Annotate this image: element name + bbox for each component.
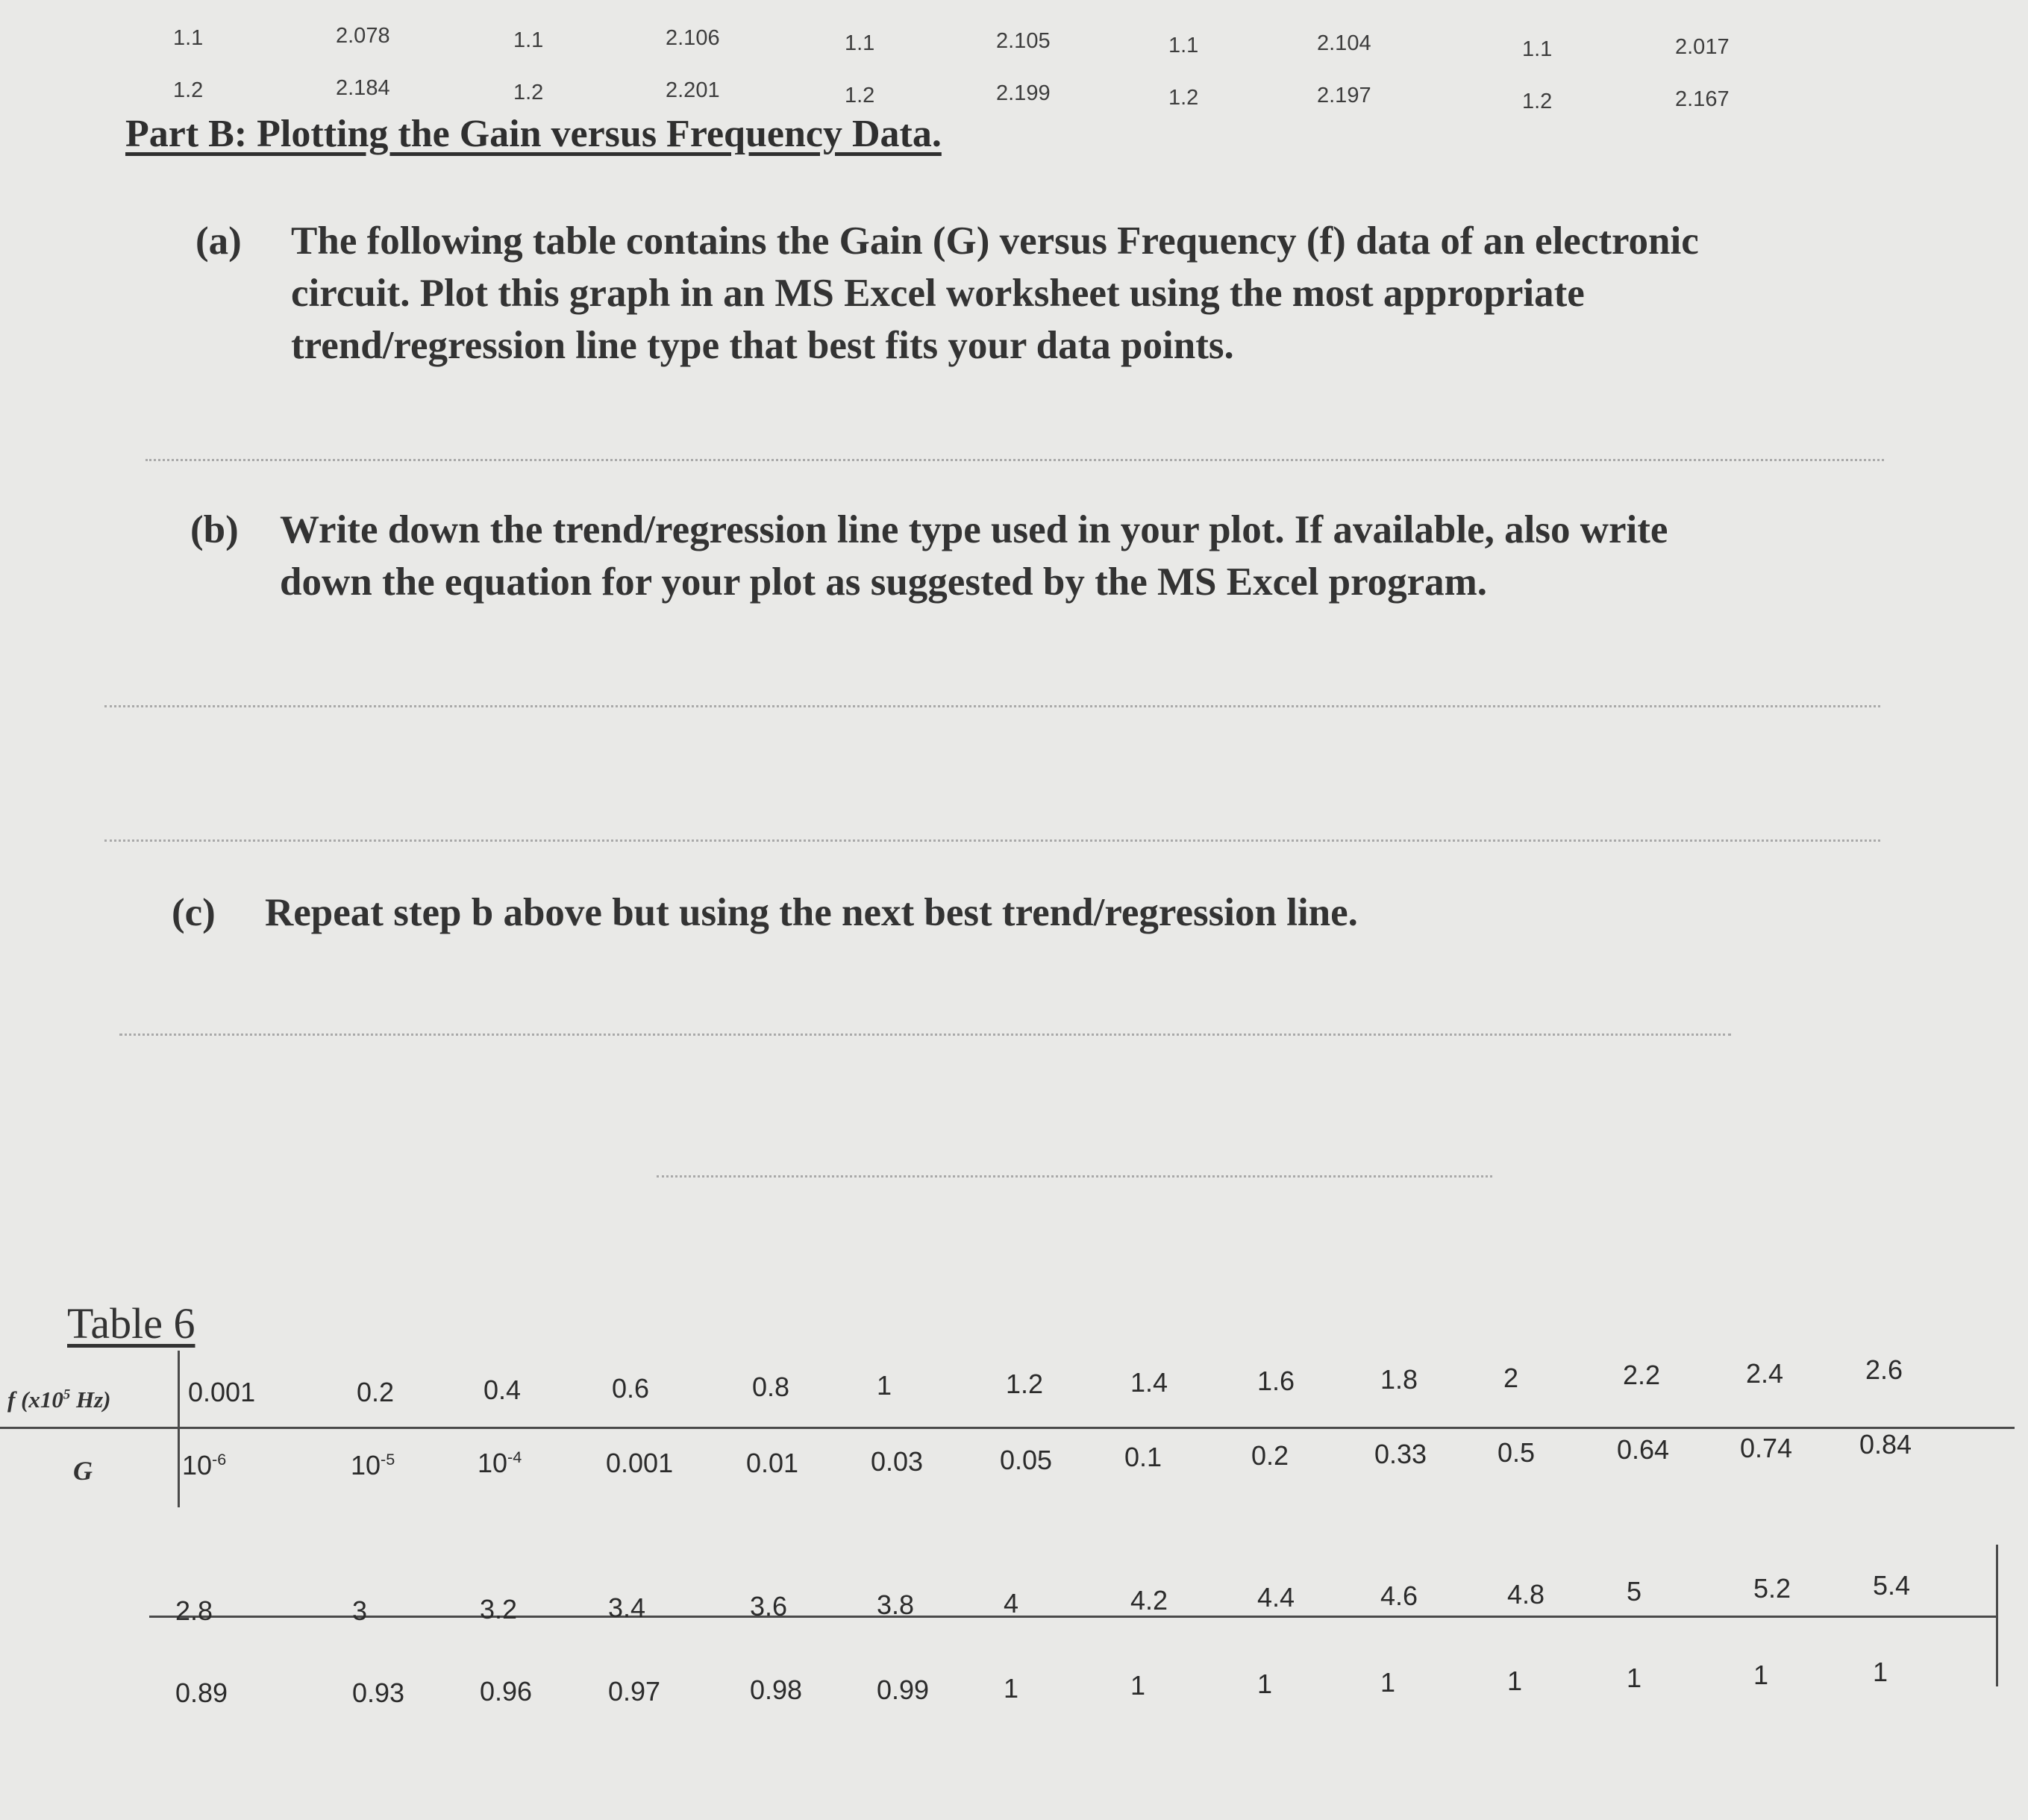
question-c [172,886,1910,946]
gain-cell-text: 1 [1130,1670,1146,1701]
frequency-cell-text: 3 [352,1595,368,1626]
gain-cell [1617,1434,1669,1466]
question-b [190,504,1929,616]
gain-cell [1507,1666,1522,1697]
frequency-cell [352,1595,367,1627]
frequency-cell [1623,1360,1660,1391]
gain-cell-text: 1 [1257,1669,1273,1699]
answer-line-c1 [119,1033,1731,1036]
previous-table-value: 1.2 [1168,86,1199,110]
gain-cell [1257,1669,1272,1700]
gain-cell-text: 0.05 [1000,1445,1053,1475]
previous-table-value: 2.106 [666,26,720,50]
gain-cell [175,1677,228,1709]
gain-cell-text: 0.89 [175,1677,228,1708]
gain-cell-text: 0.93 [352,1677,405,1708]
gain-cell-text: 1 [1380,1667,1396,1698]
answer-line-a [145,459,1884,461]
frequency-cell [1507,1579,1545,1610]
frequency-row-header [7,1386,110,1413]
previous-table-value: 2.167 [1675,87,1730,111]
frequency-cell [612,1373,649,1404]
gain-cell-exponent: -5 [381,1450,395,1469]
part-b-heading: Part B: Plotting the Gain versus Frequency Data. [125,113,942,155]
previous-table-value: 1.1 [1522,37,1553,61]
gain-cell-text: 1 [1004,1673,1019,1704]
frequency-label-exponent: 5 [63,1386,71,1403]
gain-cell-text: 0.1 [1124,1442,1162,1472]
previous-table-value: 2.105 [996,29,1051,53]
frequency-cell [750,1591,787,1622]
gain-cell [478,1448,522,1479]
previous-table-value: 1.1 [1168,34,1199,57]
frequency-cell-text: 4.4 [1257,1582,1295,1613]
previous-table-value: 2.104 [1317,31,1371,55]
previous-table-value: 1.1 [173,26,204,50]
gain-cell-text: 0.98 [750,1674,803,1705]
gain-cell [608,1676,660,1707]
table-edge-right [1996,1545,1998,1686]
question-a-text: The following table contains the Gain (G) versus Frequency (f) data of an electronic circuit. Plot this graph in an MS Excel worksheet using the most appropriate trend/regression line type that best fits your data points. [291,219,1699,367]
frequency-cell [1004,1588,1018,1619]
table-title: Table 6 [67,1299,195,1348]
frequency-cell-text: 1.4 [1130,1367,1168,1398]
gain-cell-exponent: -6 [212,1450,227,1469]
previous-table-value: 1.2 [513,81,544,104]
gain-cell [1627,1663,1642,1694]
previous-table-value: 2.199 [996,81,1051,105]
gain-cell-text: 10 [182,1450,213,1480]
answer-line-b1 [104,705,1880,707]
question-b-label: (b) [190,508,239,551]
frequency-cell-text: 3.2 [480,1594,518,1624]
gain-cell [351,1450,395,1481]
gain-cell-text: 0.5 [1497,1437,1536,1468]
gain-cell [1740,1433,1792,1464]
gain-cell [1004,1673,1018,1704]
gain-cell [1753,1660,1768,1691]
frequency-cell-text: 0.2 [357,1377,395,1407]
previous-table-value: 2.017 [1675,35,1730,59]
gain-cell [1251,1440,1289,1472]
frequency-cell [877,1370,892,1401]
gain-cell [1374,1439,1427,1470]
frequency-cell-text: 4.6 [1380,1580,1418,1611]
frequency-cell [175,1595,213,1627]
gain-cell-text: 0.2 [1251,1440,1289,1471]
frequency-cell [1380,1364,1418,1395]
previous-table-value: 2.184 [336,76,390,100]
gain-cell-text: 1 [1753,1660,1769,1690]
gain-cell [480,1676,532,1707]
frequency-cell-text: 1.6 [1257,1366,1295,1396]
frequency-cell-text: 2.6 [1865,1354,1903,1385]
frequency-cell [1130,1367,1168,1398]
frequency-cell [1865,1354,1903,1386]
frequency-cell [1627,1576,1642,1607]
table-divider-row1 [0,1427,2015,1429]
gain-cell-text: 0.01 [746,1448,799,1478]
frequency-cell-text: 5.4 [1873,1570,1911,1601]
gain-cell [352,1677,404,1709]
gain-cell [606,1448,673,1479]
frequency-cell-text: 2.4 [1746,1358,1784,1389]
frequency-cell-text: 4.2 [1130,1585,1168,1616]
gain-cell-text: 0.001 [606,1448,674,1478]
frequency-cell-text: 3.6 [750,1591,788,1622]
answer-line-c2 [657,1175,1492,1178]
previous-table-value: 1.1 [513,28,544,52]
frequency-cell [483,1375,521,1406]
previous-table-value: 1.2 [845,84,875,107]
gain-cell-text: 0.84 [1859,1429,1912,1460]
gain-row-header: G [73,1456,93,1486]
frequency-cell [877,1589,914,1621]
frequency-cell-text: 2 [1503,1363,1519,1393]
gain-cell-text: 10 [478,1448,508,1478]
gain-cell-text: 0.64 [1617,1434,1670,1465]
frequency-cell-text: 3.4 [608,1592,646,1623]
gain-cell-text: 1 [1627,1663,1642,1693]
frequency-cell-text: 0.8 [752,1372,790,1402]
gain-cell-text: 0.03 [871,1446,924,1477]
gain-cell-text: 0.97 [608,1676,661,1707]
frequency-cell-text: 2.2 [1623,1360,1661,1390]
frequency-cell [1130,1585,1168,1616]
frequency-cell-text: 1.8 [1380,1364,1418,1395]
gain-cell-text: 0.99 [877,1674,930,1705]
frequency-cell-text: 1 [877,1370,892,1401]
frequency-cell [1257,1366,1295,1397]
frequency-cell-text: 2.8 [175,1595,213,1626]
gain-cell [1497,1437,1535,1469]
frequency-cell [1753,1573,1791,1604]
gain-cell [746,1448,798,1479]
question-a [195,215,1927,379]
previous-table-value: 1.1 [845,31,875,55]
previous-table-value: 2.078 [336,24,390,48]
frequency-cell-text: 5 [1627,1576,1642,1607]
frequency-cell [188,1377,255,1408]
previous-table-value: 2.197 [1317,84,1371,107]
gain-cell [750,1674,802,1706]
previous-table-value: 2.201 [666,78,720,102]
table-divider-vertical [178,1351,180,1507]
frequency-cell-text: 0.4 [483,1375,522,1405]
frequency-cell-text: 3.8 [877,1589,915,1620]
gain-cell-text: 0.74 [1740,1433,1793,1463]
gain-cell-text: 0.96 [480,1676,533,1707]
question-c-text: Repeat step b above but using the next best trend/regression line. [265,891,1358,934]
frequency-cell [1503,1363,1518,1394]
frequency-cell-text: 4 [1004,1588,1019,1619]
gain-cell [182,1450,226,1481]
gain-cell [1130,1670,1145,1701]
frequency-cell [608,1592,645,1624]
frequency-cell [357,1377,394,1408]
frequency-cell-text: 1.2 [1006,1369,1044,1399]
question-c-label: (c) [172,891,216,934]
question-b-text: Write down the trend/regression line type used in your plot. If available, also write down the equation for your plot as suggested by the MS Excel program. [280,508,1668,604]
frequency-cell-text: 0.6 [612,1373,650,1404]
previous-table-value: 1.2 [1522,90,1553,113]
frequency-cell [1746,1358,1783,1389]
gain-cell-text: 1 [1873,1657,1888,1687]
gain-cell [1859,1429,1912,1460]
gain-cell [1873,1657,1888,1688]
answer-line-b2 [104,839,1880,842]
frequency-cell [1006,1369,1043,1400]
gain-cell-text: 0.33 [1374,1439,1427,1469]
frequency-cell-text: 5.2 [1753,1573,1791,1604]
gain-cell-text: 1 [1507,1666,1523,1696]
frequency-label-unit: Hz) [70,1386,111,1413]
gain-cell [1380,1667,1395,1698]
frequency-cell [1873,1570,1910,1601]
frequency-cell-text: 0.001 [188,1377,256,1407]
frequency-cell [480,1594,517,1625]
gain-cell-exponent: -4 [507,1448,522,1466]
previous-table-value: 1.2 [173,78,204,102]
frequency-cell-text: 4.8 [1507,1579,1545,1610]
frequency-cell [1257,1582,1295,1613]
gain-cell-text: 10 [351,1450,381,1480]
question-a-label: (a) [195,219,242,263]
gain-cell [1124,1442,1162,1473]
frequency-label: f (x10 [7,1386,63,1413]
gain-cell [1000,1445,1052,1476]
table-divider-row2 [149,1616,1996,1618]
gain-cell [871,1446,923,1477]
gain-cell [877,1674,929,1706]
frequency-cell [752,1372,789,1403]
frequency-cell [1380,1580,1418,1612]
